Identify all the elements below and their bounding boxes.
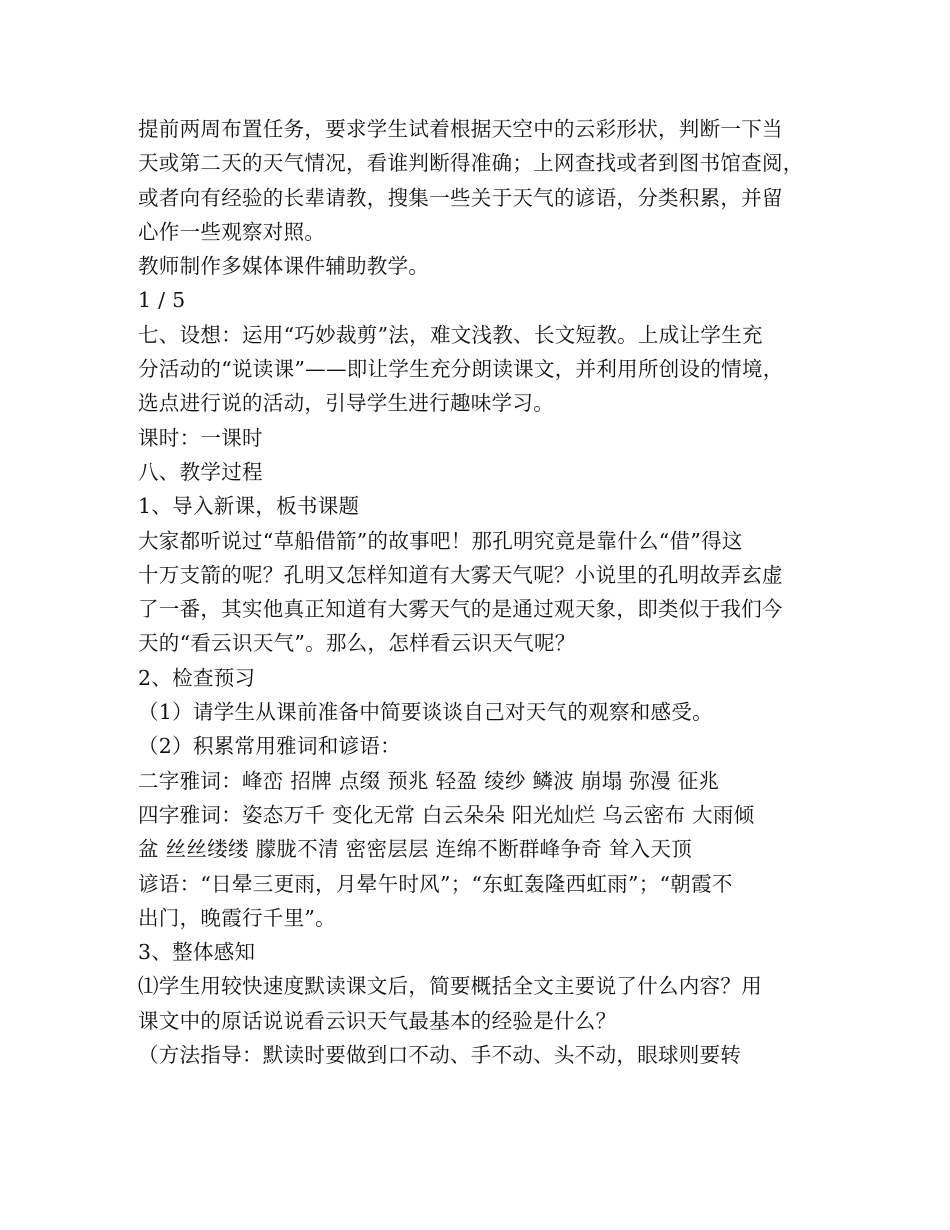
text-line: 或者向有经验的长辈请教，搜集一些关于天气的谚语，分类积累，并留 xyxy=(138,185,783,210)
text-line: 提前两周布置任务，要求学生试着根据天空中的云彩形状，判断一下当 xyxy=(138,117,783,141)
text-line: 四字雅词：姿态万千 变化无常 白云朵朵 阳光灿烂 乌云密布 大雨倾 xyxy=(138,802,755,827)
text-line: 天或第二天的天气情况，看谁判断得准确；上网查找或者到图书馆查阅， xyxy=(138,151,804,176)
text-line: （方法指导：默读时要做到口不动、手不动、头不动，眼球则要转 xyxy=(138,1043,742,1068)
text-line: ⑴学生用较快速度默读课文后，简要概括全文主要说了什么内容？用 xyxy=(138,974,762,999)
text-line: 盆 丝丝缕缕 朦胧不清 密密层层 连绵不断群峰争奇 耸入天顶 xyxy=(138,837,693,862)
subsection-heading: 2、检查预习 xyxy=(138,665,256,690)
text-line: 心作一些观察对照。 xyxy=(138,219,326,244)
text-line: （2）积累常用雅词和谚语： xyxy=(138,734,401,759)
text-line: 谚语：“日晕三更雨，月晕午时风”；“东虹轰隆西虹雨”；“朝霞不 xyxy=(138,871,733,896)
text-line: 课文中的原话说说看云识天气最基本的经验是什么？ xyxy=(138,1008,617,1033)
text-line: 课时：一课时 xyxy=(138,425,263,450)
text-line: 教师制作多媒体课件辅助教学。 xyxy=(138,254,430,279)
text-line: 分活动的“说读课”——即让学生充分朗读课文，并利用所创设的情境， xyxy=(138,357,784,382)
text-line: 了一番，其实他真正知道有大雾天气的是通过观天象，即类似于我们今 xyxy=(138,597,783,622)
section-heading: 八、教学过程 xyxy=(138,459,263,484)
page-number: 1 / 5 xyxy=(138,288,186,313)
text-line: 选点进行说的活动，引导学生进行趣味学习。 xyxy=(138,391,554,416)
text-line: （1）请学生从课前准备中简要谈谈自己对天气的观察和感受。 xyxy=(138,700,713,725)
text-line: 出门，晚霞行千里”。 xyxy=(138,905,336,930)
text-line: 二字雅词：峰峦 招牌 点缀 预兆 轻盈 绫纱 鳞波 崩塌 弥漫 征兆 xyxy=(138,768,720,793)
subsection-heading: 1、导入新课，板书课题 xyxy=(138,494,360,519)
text-line: 十万支箭的呢？孔明又怎样知道有大雾天气呢？小说里的孔明故弄玄虚 xyxy=(138,562,783,587)
document-page xyxy=(138,112,828,1072)
text-line: 天的“看云识天气”。那么，怎样看云识天气呢？ xyxy=(138,631,576,656)
subsection-heading: 3、整体感知 xyxy=(138,940,256,965)
text-line: 七、设想：运用“巧妙裁剪”法，难文浅教、长文短教。上成让学生充 xyxy=(138,322,763,347)
text-line: 大家都听说过“草船借箭”的故事吧！那孔明究竟是靠什么“借”得这 xyxy=(138,528,743,553)
